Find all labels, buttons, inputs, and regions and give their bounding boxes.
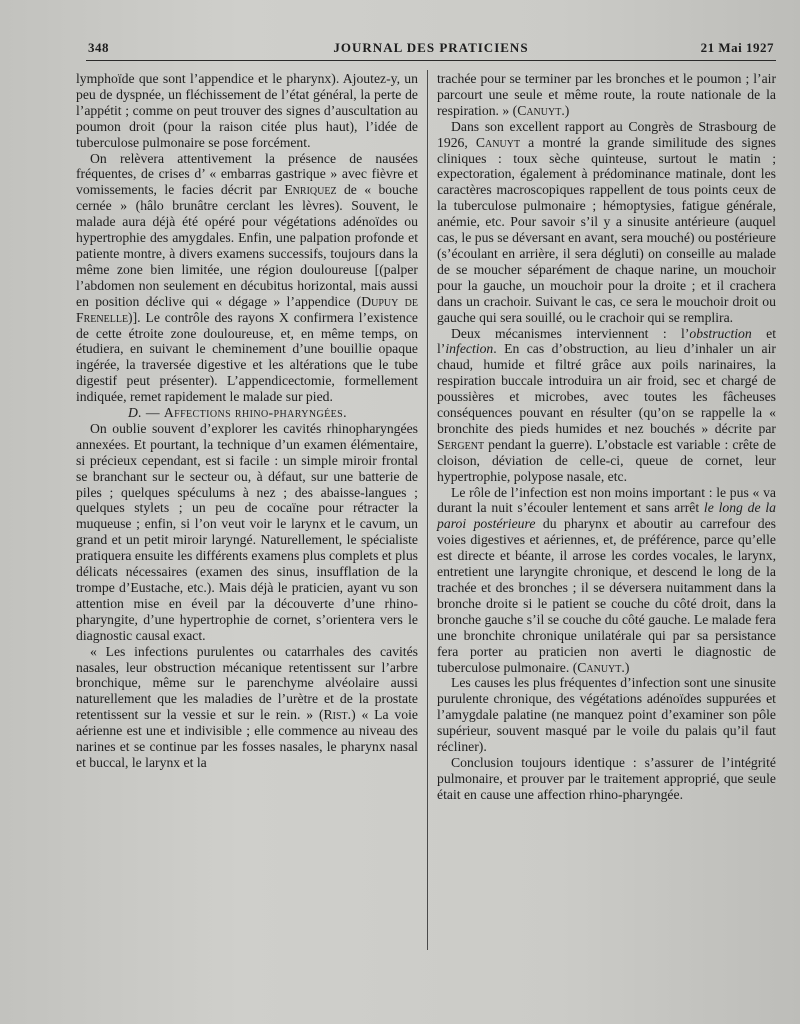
- section-heading: D. — Affections rhino-pharyngées.: [128, 405, 347, 421]
- page-number: 348: [88, 40, 109, 55]
- right-column: [437, 71, 776, 803]
- italic-term: obstruction: [689, 325, 752, 341]
- paragraph: On relèvera attentivement la présence de nausées fréquentes, de crises d’ « embarras gastrique » avec fièvre et vomissements, le facies décrit par Enriquez de « bouche cernée » (hâlo brunâtre cerclant les lèvres). Souvent, le malade aura déjà été opéré pour végétations adénoïdes ou hypertrophie des amygdales. Enfin, une palpation profonde et patiente montre, à divers examens successifs, toujours dans la même zone bien limitée, une région douloureuse [(palper l’abdomen non seulement en décubitus horizontal, mais aussi en position déclive qui « dégage » l’appendice (Dupuy de Frenelle)]. Le contrôle des rayons X confirmera l’existence de cette étroite zone douloureuse, et, en même temps, on étudiera, en suivant le cheminement d’une bouillie opaque ingérée, la traversée digestive et les altérations que le tube digestif peut présenter). L’appendicectomie, formellement indiquée, remet rapidement le malade sur pied.: [76, 150, 418, 405]
- issue-date: 21 Mai 1927: [700, 40, 774, 55]
- left-column: [76, 71, 418, 771]
- paragraph: Deux mécanismes interviennent : l’obstruction et l’infection. En cas d’obstruction, au lieu d’inhaler un air chaud, humide et filtré grâce aux poils narinaires, la respiration buccale introduira un air froid, sec et chargé de poussières et microbes, avec toutes les fâcheuses conséquences pouvant en résulter (qu’on se rappelle la « bronchite des pieds humides et nez bouchés » décrite par Sergent pendant la guerre). L’obstacle est variable : crête de cloison, déviation de celle-ci, queue de cornet, leur hypertrophie, polypose nasale, etc.: [437, 325, 776, 484]
- journal-title: JOURNAL DES PRATICIENS: [333, 40, 529, 55]
- author-name: Enriquez: [284, 182, 337, 198]
- author-name: Sergent: [437, 436, 485, 452]
- paragraph: « Les infections purulentes ou catarrhales des cavités nasales, leur obstruction mécanique retentissent sur l’arbre bronchique, même sur le parenchyme alvéolaire aussi naturellement que les maladies de l’urètre et de la prostate retentissent sur la vessie et sur le rein. » (Rist.) « La voie aérienne est une et indivisible ; elle commence au niveau des narines et se continue par les fosses nasales, le pharynx nasal et buccal, le larynx et la: [76, 643, 418, 770]
- author-name: Dupuy de Frenelle: [76, 293, 418, 325]
- author-name: Canuyt: [577, 659, 622, 675]
- author-name: Canuyt: [475, 134, 521, 150]
- author-name: Rist: [323, 707, 348, 723]
- author-name: Canuyt: [517, 102, 562, 118]
- italic-term: infection: [445, 341, 494, 357]
- running-header: [86, 38, 776, 61]
- paragraph: Dans son excellent rapport au Congrès de Strasbourg de 1926, Canuyt a montré la grande similitude des signes cliniques : toux sèche quinteuse, surtout le matin ; expectoration, également à prédominance matinale, dont les caractères macroscopiques rappellent de tous points ceux de la tuberculose pulmonaire ; hémoptysies, fatigue générale, anémie, etc. Pour savoir s’il y a sinusite antérieure (auquel cas, le pus se déversant en avant, sera mouché) ou postérieure (s’écoulant en arrière, il sera dégluti) on conseille au malade de se moucher séparément de chaque narine, un mouchoir pour la gauche, un mouchoir pour la droite ; et il crachera dans un crachoir. Suivant le cas, ce sera le mouchoir droit ou gauche qui sera souillé, ou le crachoir qui se remplira.: [437, 118, 777, 325]
- column-divider: [427, 70, 428, 950]
- paragraph: Le rôle de l’infection est non moins important : le pus « va durant la nuit s’écouler lentement et sans arrêt le long de la paroi postérieure du pharynx et aboutir au carrefour des voies digestives et aériennes, et, de préférence, parce qu’elle est directe et béante, il arrose les cordes vocales, le larynx, entretient une laryngite chronique, et descend le long de la trachée et des bronches ; il se déversera nuitamment dans la bronche droite si le patient se couche du côté droit, dans la bronche gauche s’il se couche du côté gauche. Le malade fera une bronchite chronique unilatérale qui par sa persistance fera porter au praticien non averti le diagnostic de tuberculose pulmonaire. (Canuyt.): [437, 484, 776, 675]
- paragraph: Conclusion toujours identique : s’assurer de l’intégrité pulmonaire, et prouver par le traitement approprié, que seule était en cause une affection rhino-pharyngée.: [437, 754, 776, 802]
- paragraph: trachée pour se terminer par les bronches et le poumon ; l’air parcourt une seule et même route, la route nationale de la respiration. » (Canuyt.): [437, 71, 776, 118]
- paragraph: Les causes les plus fréquentes d’infection sont une sinusite purulente chronique, des végétations adénoïdes suppurées et l’amygdale palatine (ne manquez point d’examiner son pôle supérieur, souvent masqué par le voile du palais qu’il faut récliner).: [437, 675, 776, 755]
- paragraph: lymphoïde que sont l’appendice et le pharynx). Ajoutez-y, un peu de dyspnée, un fléchissement de l’état général, la perte de l’appétit ; comme on peut trouver des signes d’auscultation au poumon droit (pour la raison citée plus haut), l’idée de tuberculose pulmonaire se pose forcément.: [76, 71, 418, 150]
- italic-term: le long de la paroi postérieure: [437, 500, 776, 532]
- paragraph: On oublie souvent d’explorer les cavités rhinopharyngées annexées. Et pourtant, la technique d’un examen élémentaire, si précieux cependant, est si facile : un simple miroir frontal se branchant sur le secteur ou, à défaut, sur une batterie de piles ; quelques spéculums à nez ; des abaisse-langues ; quelques stylets ; un peu de cocaïne pour rétracter la muqueuse ; enfin, si l’on veut voir le larynx et le cavum, un grand et un petit miroir laryngé. Naturellement, le spécialiste pratiquera ensuite les différents examens plus complets et plus délicats nécessaires (examen des sinus, insufflation de la trompe d’Eustache, etc.). Mais déjà le praticien, ayant vu son attention mise en éveil par la découverte d’une rhino-pharyngite, d’une hypertrophie de cornet, s’orientera vers le diagnostic causal exact.: [76, 420, 418, 643]
